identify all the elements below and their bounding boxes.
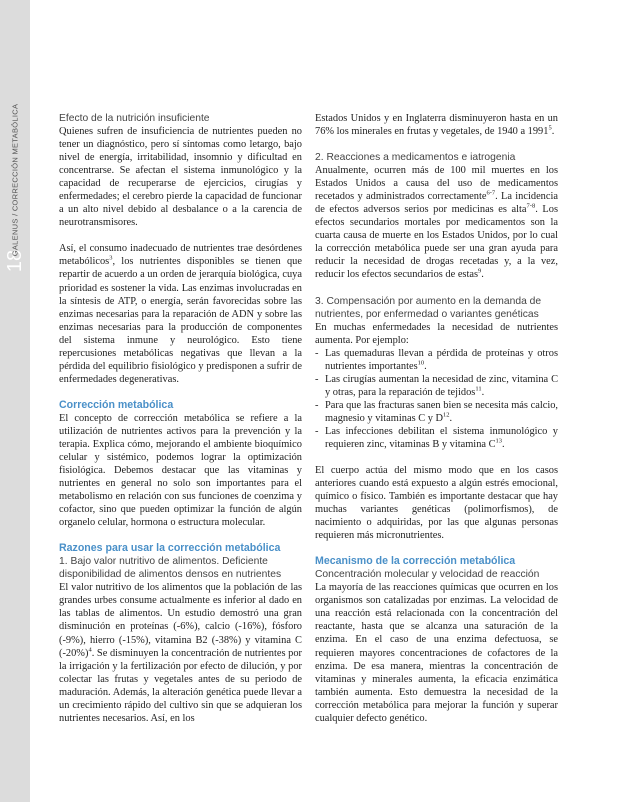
footnote-ref: 3 bbox=[109, 254, 113, 262]
heading-correccion-metabolica: Corrección metabólica bbox=[59, 398, 174, 411]
list-item: - Para que las fracturas sanen bien se necesita más calcio, magnesio y vitaminas C y $D^{12}$. bbox=[315, 399, 558, 425]
footnote-ref: 12 bbox=[443, 411, 450, 419]
paragraph: El concepto de corrección metabólica se refiere a la utilización de nutrientes activos para la prevención y la terapia. Explica cómo, mejorando el ambiente bioquímico celular y sistémico, podemos lograr la optimización fisiológica. Debemos destacar que las vitaminas y nutrientes en general no solo son importantes para el metabolismo en relación con sus funciones de coenzima y cofactor, sino que pueden optimizar la función de algún organelo celular, hormona o estructura molecular. bbox=[59, 412, 302, 529]
footnote-ref: 11 bbox=[475, 385, 482, 393]
list-item: - Las quemaduras llevan a pérdida de proteínas y otros nutrientes importantes$^{10}$. bbox=[315, 347, 558, 373]
footnote-ref: 7-8 bbox=[526, 202, 536, 210]
footnote-ref: 4 bbox=[88, 646, 92, 654]
subheading-reacciones: 2. Reacciones a medicamentos e iatrogenia bbox=[315, 152, 516, 164]
heading-razones: Razones para usar la corrección metabólica bbox=[59, 542, 281, 555]
right-column bbox=[315, 112, 558, 725]
sidebar bbox=[0, 0, 30, 802]
paragraph: El cuerpo actúa del mismo modo que en los casos anteriores cuando está expuesto a algún estrés emocional, químico o físico. También es importante destacar que hay muchas variantes genéticas (polimorfismos), de nacimiento o adquiridas, por las que algunas personas requieren más micronutrientes. bbox=[315, 464, 558, 542]
footnote-ref: 6-7 bbox=[486, 189, 496, 197]
paragraph: El valor nutritivo de los alimentos que la población de las grandes urbes consume actualmente es inferior al dado en las tablas de alimentos. Un estudio demostró una gran disminución en proteínas (-6%), calcio (-16%), fósforo (-9%), hierro (-15%), vitamina B2 (-38%) y vitamina C $(-20\%)^4$. Se disminuyen la concentración de nutrientes por la irrigación y la fertilización por efecto de dilución, y por colectar las frutas y vegetales antes de su periodo de maduración. Además, la alteración genética puede llevar a un crecimiento rápido del cultivo sin que se adquieran los nutrientes necesarios. Así, en los bbox=[59, 582, 302, 724]
subheading-concentracion: Concentración molecular y velocidad de reacción bbox=[315, 569, 540, 581]
paragraph: Quienes sufren de insuficiencia de nutrientes pueden no tener un diagnóstico, pero sí síntomas como letargo, bajo nivel de energía, irritabilidad, insomnio y dificultad en concentrarse. Se afectan el sistema inmunológico y la capacidad de recuperarse de ejercicios, cirugías y enfermedades; el cerebro pierde la capacidad de funcionar a un alto nivel debido al desbalance o a la carencia de neurotransmisores. bbox=[59, 126, 302, 229]
footnote-ref: 9 bbox=[478, 268, 482, 275]
bullet-list bbox=[315, 347, 558, 451]
footnote-ref: 5 bbox=[548, 124, 552, 132]
heading-mecanismo: Mecanismo de la corrección metabólica bbox=[315, 555, 516, 568]
paragraph: Así, el consumo inadecuado de nutrientes trae desórdenes metabólicos$^3$, los nutrientes disponibles se tienen que repartir de acuerdo a un orden de jerarquía biológica, cuya prioridad es sostener la vida. Las enzimas involucradas en la síntesis de ATP, o energía, serán favorecidas sobre las enzimas necesarias para la reparación de ADN y sobre las enzimas necesarias para la producción de componentes del sistema inmune y neurológico. Esto tiene repercusiones metabólicas negativas que llevan a la pérdida del equilibrio fisiológico y predisponen a sufrir de enfermedades degenerativas. bbox=[59, 243, 302, 385]
running-head: GALENUS / CORRECCIÓN METABÓLICA bbox=[10, 103, 20, 257]
paragraph: Anualmente, ocurren más de 100 mil muertes en los Estados Unidos a causa del uso de medicamentos recetados y administrados correctamente$^{6-7}$. La incidencia de efectos adversos serios por medicinas es alta$^{7-8}$. Los efectos secundarios mortales por medicamentos son la cuarta causa de muerte en los Estados Unidos, por lo cual la corrección metabólica puede ser una gran ayuda para reducir la necesidad de drogas recetadas y, a la vez, reducir los efectos secundarios de estas$^9$. bbox=[315, 165, 558, 281]
paragraph: En muchas enfermedades la necesidad de nutrientes aumenta. Por ejemplo: bbox=[315, 321, 558, 346]
page-number: 18 bbox=[4, 249, 26, 273]
subheading-bajo-valor: 1. Bajo valor nutritivo de alimentos. Deficiente disponibilidad de alimentos densos en nutrientes bbox=[59, 556, 282, 581]
paragraph: La mayoría de las reacciones químicas que ocurren en los organismos son catalizadas por enzimas. La velocidad de una reacción está relacionada con la concentración del reactante, hasta que se alcanza una saturación de la enzima. En el caso de una enzima defectuosa, se requieren mayores concentraciones de cofactores de la enzima. De esa manera, mientras la concentración de vitaminas y minerales aumenta, la eficacia enzimática también aumenta. Esto demuestra la necesidad de la corrección metabólica para mejorar la función y superar cualquier defecto genético. bbox=[315, 582, 558, 724]
footnote-ref: 10 bbox=[417, 359, 425, 367]
paragraph: Estados Unidos y en Inglaterra disminuyeron hasta en un 76% los minerales en frutas y vegetales, de 1940 a 1991$^5$. bbox=[315, 113, 558, 138]
subheading-nutricion-insuficiente: Efecto de la nutrición insuficiente bbox=[59, 113, 210, 124]
list-item: - Las infecciones debilitan el sistema inmunológico y requieren zinc, vitaminas B y vitamina $C^{13}$. bbox=[315, 425, 558, 451]
left-column bbox=[59, 112, 302, 725]
footnote-ref: 13 bbox=[495, 437, 503, 445]
subheading-compensacion: 3. Compensación por aumento en la demanda de nutrientes, por enfermedad o variantes genéticas bbox=[315, 295, 542, 320]
list-item: - Las cirugías aumentan la necesidad de zinc, vitamina C y otras, para la reparación de tejidos$^{11}$. bbox=[315, 373, 558, 399]
